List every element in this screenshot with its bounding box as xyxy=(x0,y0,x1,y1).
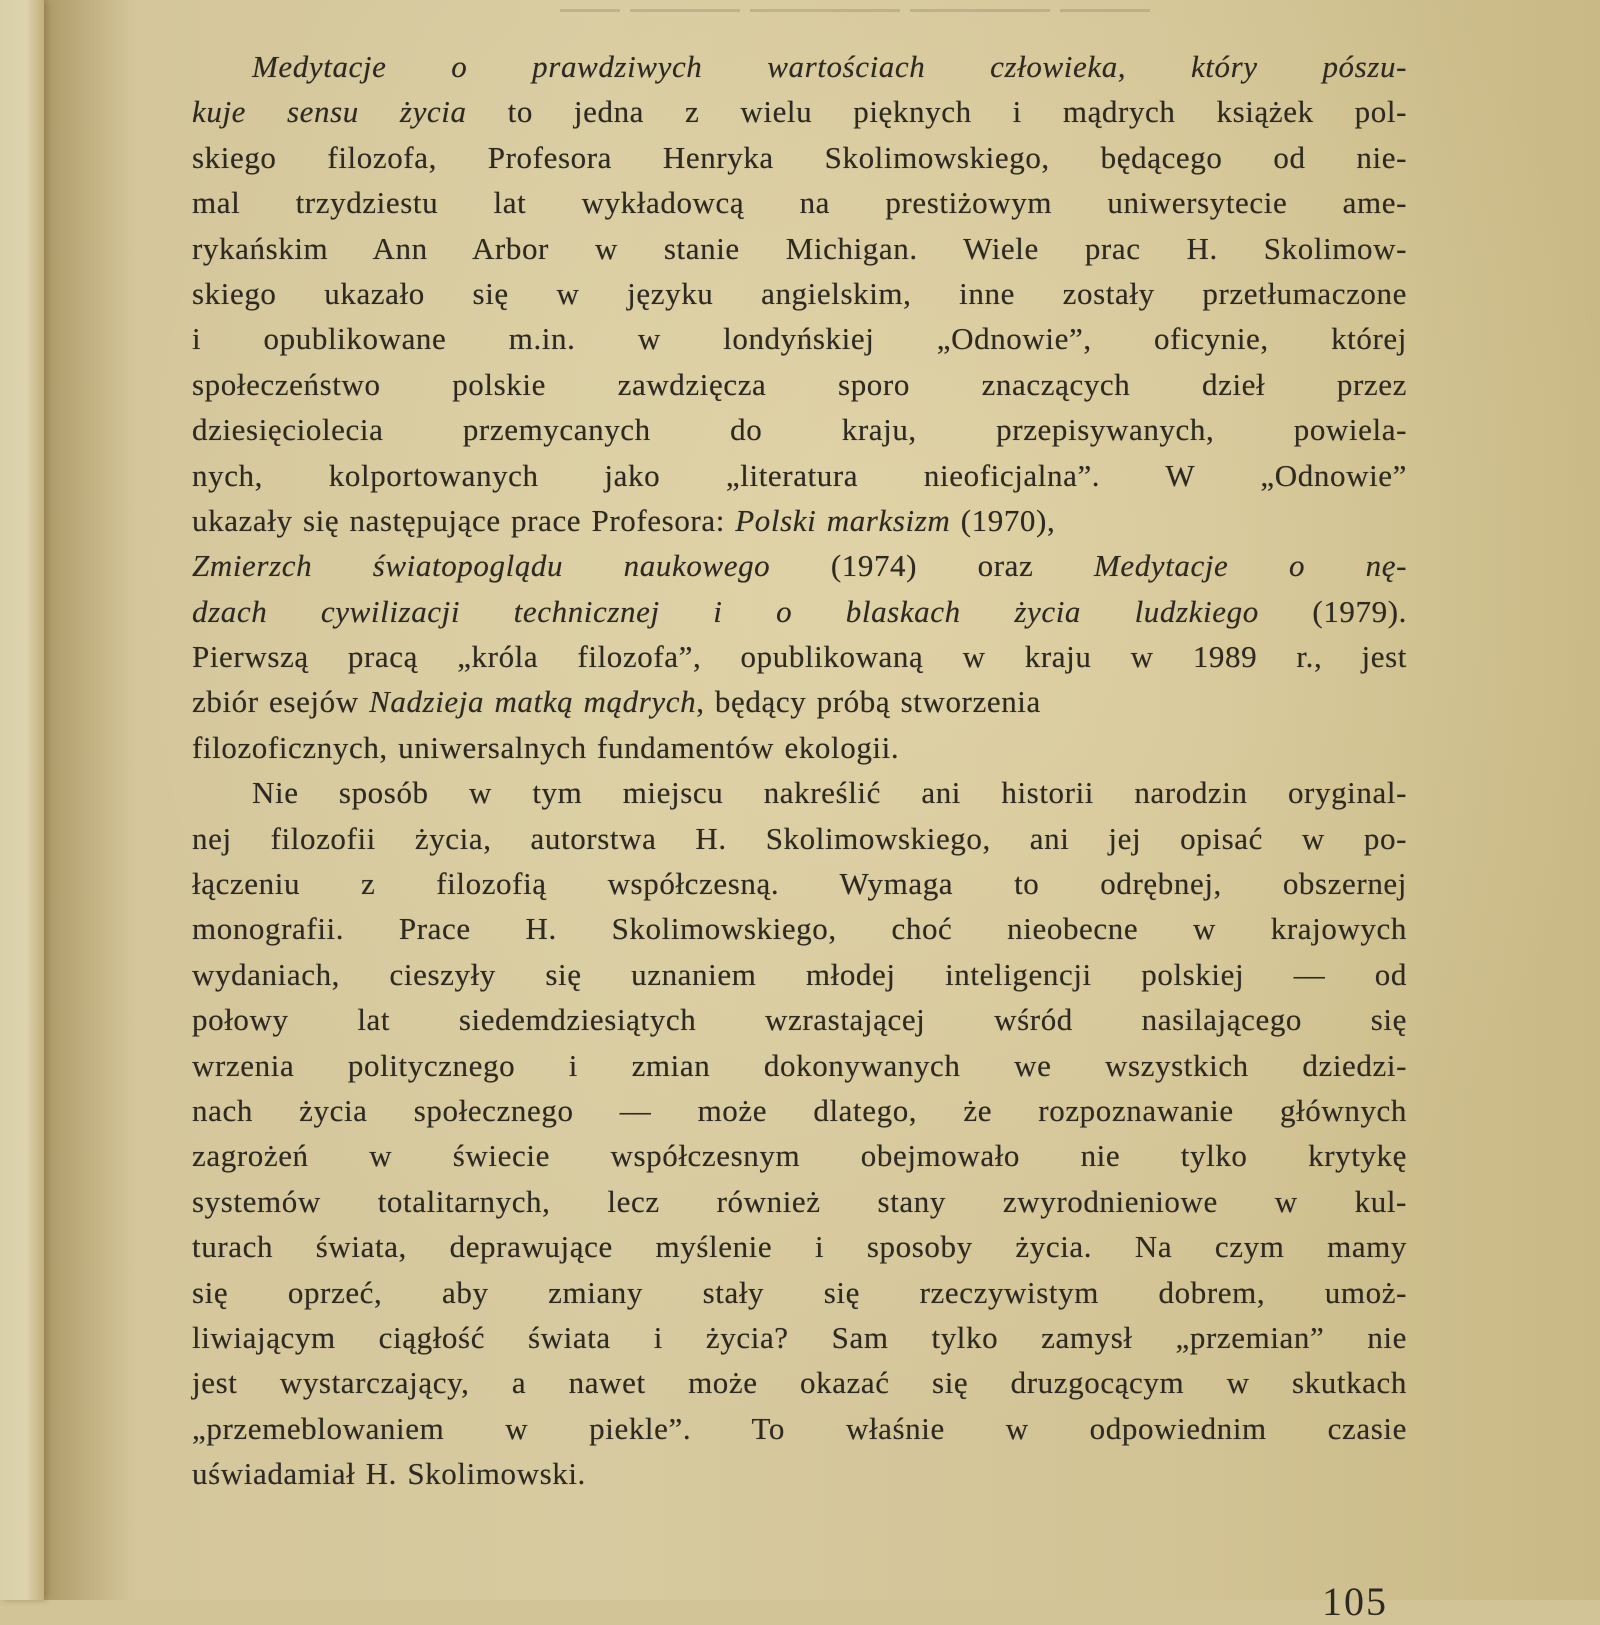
text-line xyxy=(192,997,1407,1042)
italic-title-segment: Nadzieja matką mądrych xyxy=(369,684,697,720)
text-segment: wrzenia politycznego i zmian dokonywanych we wszystkich dziedzi- xyxy=(192,1047,1407,1083)
text-line xyxy=(192,770,1407,815)
text-line xyxy=(192,407,1407,452)
text-line xyxy=(192,1088,1407,1133)
text-segment: połowy lat siedemdziesiątych wzrastającej wśród nasilającego się xyxy=(192,1002,1407,1038)
text-line xyxy=(192,271,1407,316)
text-segment: się oprzeć, aby zmiany stały się rzeczywistym dobrem, umoż- xyxy=(192,1274,1407,1310)
text-segment: zbiór esejów xyxy=(192,684,370,720)
text-line xyxy=(192,1179,1407,1224)
text-segment: to jedna z wielu pięknych i mądrych książek pol- xyxy=(466,94,1407,130)
text-segment: (1970), xyxy=(950,502,1056,538)
text-segment: jest wystarczający, a nawet może okazać się druzgocącym w skutkach xyxy=(192,1365,1407,1401)
text-segment: liwiającym ciągłość świata i życia? Sam tylko zamysł „przemian” nie xyxy=(192,1319,1407,1355)
text-line xyxy=(192,861,1407,906)
text-segment: „przemeblowaniem w piekle”. To właśnie w odpowiednim czasie xyxy=(192,1410,1407,1446)
text-segment: systemów totalitarnych, lecz również stany zwyrodnieniowe w kul- xyxy=(192,1183,1407,1219)
text-segment: ukazały się następujące prace Profesora: xyxy=(192,502,736,538)
text-line xyxy=(192,952,1407,997)
text-line xyxy=(192,44,1407,89)
text-segment: nych, kolportowanych jako „literatura nieoficjalna”. W „Odnowie” xyxy=(192,457,1407,493)
adjacent-page-edge xyxy=(0,0,44,1600)
italic-title-segment: Zmierzch światopoglądu naukowego xyxy=(192,548,771,584)
text-segment: rykańskim Ann Arbor w stanie Michigan. Wiele prac H. Skolimow- xyxy=(192,230,1407,266)
reverse-side-bleed-through xyxy=(560,0,1260,26)
page-number: 105 xyxy=(1322,1579,1388,1624)
text-line xyxy=(192,543,1407,588)
text-line xyxy=(192,498,1407,543)
text-line xyxy=(192,180,1407,225)
text-segment: (1979). xyxy=(1258,593,1407,629)
italic-title-segment: Medytacje o prawdziwych wartościach człowieka, który pószu- xyxy=(252,49,1407,84)
body-text xyxy=(192,44,1407,1497)
text-segment: Nie sposób w tym miejscu nakreślić ani historii narodzin oryginal- xyxy=(252,775,1407,811)
text-line xyxy=(192,1406,1407,1451)
text-segment: Pierwszą pracą „króla filozofa”, opublikowaną w kraju w 1989 r., jest xyxy=(192,639,1407,675)
text-line xyxy=(192,316,1407,361)
italic-title-segment: kuje sensu życia xyxy=(192,94,467,130)
text-line xyxy=(192,135,1407,180)
text-segment: dziesięciolecia przemycanych do kraju, przepisywanych, powiela- xyxy=(192,412,1407,448)
gutter-shadow xyxy=(44,0,134,1600)
text-line xyxy=(192,589,1407,634)
text-line xyxy=(192,1270,1407,1315)
text-segment: mal trzydziestu lat wykładowcą na prestiżowym uniwersytecie ame- xyxy=(192,185,1407,221)
italic-title-segment: Polski marksizm xyxy=(735,502,951,538)
text-segment: łączeniu z filozofią współczesną. Wymaga to odrębnej, obszernej xyxy=(192,866,1407,902)
text-segment: nach życia społecznego — może dlatego, że rozpoznawanie głównych xyxy=(192,1092,1407,1128)
italic-title-segment: Medytacje o nę- xyxy=(1093,548,1407,584)
text-line xyxy=(192,816,1407,861)
text-line xyxy=(192,1043,1407,1088)
text-segment: (1974) oraz xyxy=(770,548,1094,584)
text-segment: zagrożeń w świecie współczesnym obejmowało nie tylko krytykę xyxy=(192,1138,1407,1174)
text-segment: wydaniach, cieszyły się uznaniem młodej inteligencji polskiej — od xyxy=(192,956,1407,992)
text-segment: skiego filozofa, Profesora Henryka Skolimowskiego, będącego od nie- xyxy=(192,139,1407,175)
text-line xyxy=(192,1360,1407,1405)
text-line xyxy=(192,1133,1407,1178)
text-line xyxy=(192,453,1407,498)
text-segment: monografii. Prace H. Skolimowskiego, choć nieobecne w krajowych xyxy=(192,911,1407,947)
text-segment: , będący próbą stworzenia xyxy=(696,684,1041,720)
text-line xyxy=(192,89,1407,134)
text-line xyxy=(192,906,1407,951)
text-segment: nej filozofii życia, autorstwa H. Skolimowskiego, ani jej opisać w po- xyxy=(192,820,1407,856)
italic-title-segment: dzach cywilizacji technicznej i o blaskach życia ludzkiego xyxy=(192,593,1259,629)
text-segment: uświadamiał H. Skolimowski. xyxy=(192,1456,586,1492)
text-line xyxy=(192,1224,1407,1269)
text-segment: skiego ukazało się w języku angielskim, inne zostały przetłumaczone xyxy=(192,275,1407,311)
text-line xyxy=(192,362,1407,407)
text-line xyxy=(192,679,1407,724)
text-line xyxy=(192,634,1407,679)
text-line xyxy=(192,1315,1407,1360)
text-line xyxy=(192,1451,1407,1496)
text-segment: filozoficznych, uniwersalnych fundamentów ekologii. xyxy=(192,729,900,765)
text-line xyxy=(192,725,1407,770)
paragraph xyxy=(192,44,1407,770)
text-segment: turach świata, deprawujące myślenie i sposoby życia. Na czym mamy xyxy=(192,1229,1407,1265)
text-segment: i opublikowane m.in. w londyńskiej „Odnowie”, oficynie, której xyxy=(192,321,1407,357)
text-line xyxy=(192,226,1407,271)
paragraph xyxy=(192,770,1407,1496)
text-segment: społeczeństwo polskie zawdzięcza sporo znaczących dzieł przez xyxy=(192,366,1407,402)
